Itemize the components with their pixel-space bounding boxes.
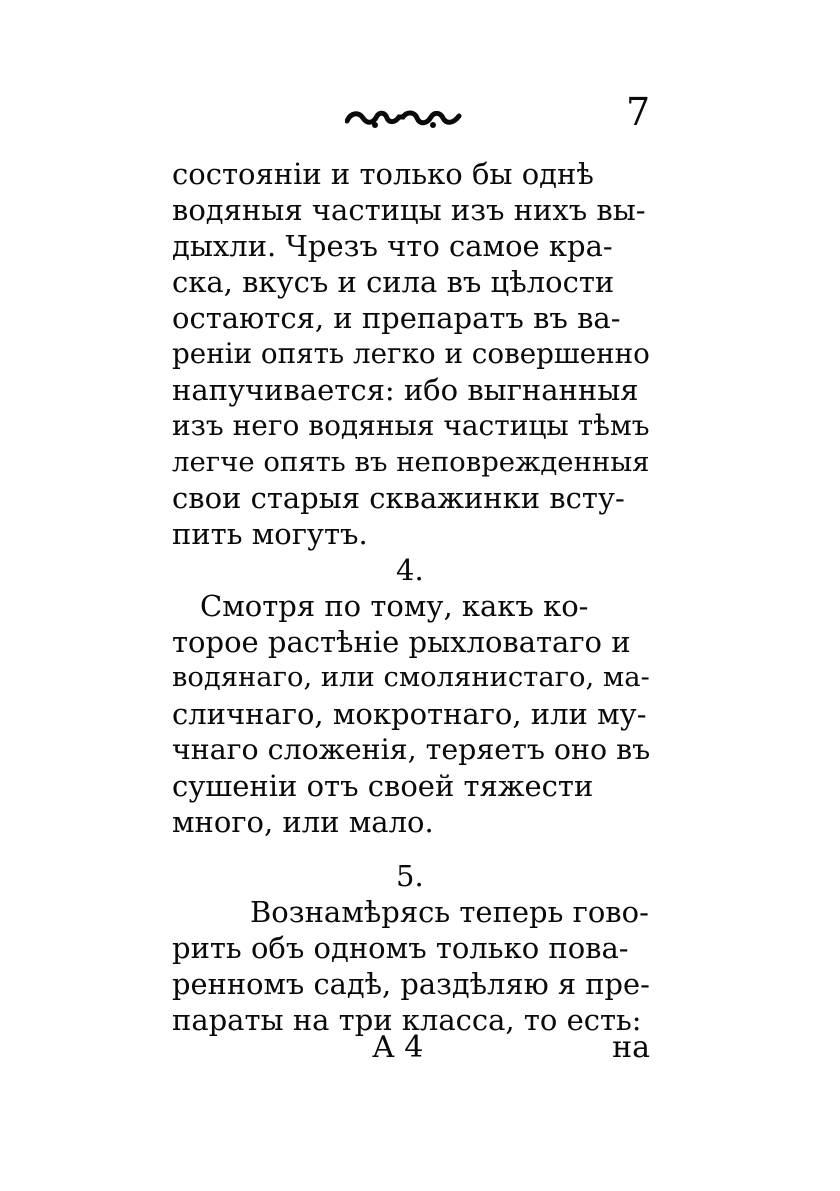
text-line: водяныя частицы изъ нихъ вы- <box>172 193 646 227</box>
text-line: Вознамѣрясь теперь гово- <box>250 895 649 929</box>
text-line: легче опять въ неповрежденныя <box>172 446 650 478</box>
text-line: напучивается: ибо выгнанныя <box>172 373 639 407</box>
text-line: реніи опять легко и совершенно <box>172 337 650 370</box>
text-line: рить объ одномъ только пова- <box>172 931 629 965</box>
page-number: 7 <box>626 90 651 134</box>
text-line: много, или мало. <box>172 805 434 839</box>
text-line: водянаго, или смолянистаго, ма- <box>172 662 650 693</box>
text-line: дыхли. Чрезъ что самое кра- <box>172 229 613 263</box>
text-line: торое растѣніе рыхловатаго и <box>172 625 631 659</box>
text-line: параты на три класса, то есть: <box>172 1003 642 1037</box>
header-ornament-icon <box>345 106 463 132</box>
text-line: ска, вкусъ и сила въ цѣлости <box>172 265 615 299</box>
text-line: сушеніи отъ своей тяжести <box>172 769 594 803</box>
catchword: на <box>612 1030 650 1065</box>
text-line: изъ него водяныя частицы тѣмъ <box>172 409 650 442</box>
text-line: состояніи и только бы однѣ <box>172 157 594 191</box>
text-line: пить могутъ. <box>172 517 368 551</box>
section-number: 4. <box>396 553 424 587</box>
text-line: чнаго сложенія, теряетъ оно въ <box>172 733 651 766</box>
text-line: сличнаго, мокротнаго, или му- <box>172 697 647 731</box>
text-line: Смотря по тому, какъ ко- <box>200 589 589 623</box>
text-line: ренномъ садѣ, раздѣляю я пре- <box>172 967 650 1001</box>
signature-mark: А 4 <box>372 1030 424 1065</box>
section-number: 5. <box>396 859 424 893</box>
text-line: остаются, и препаратъ въ ва- <box>172 301 621 335</box>
text-line: свои старыя скважинки всту- <box>172 481 625 515</box>
